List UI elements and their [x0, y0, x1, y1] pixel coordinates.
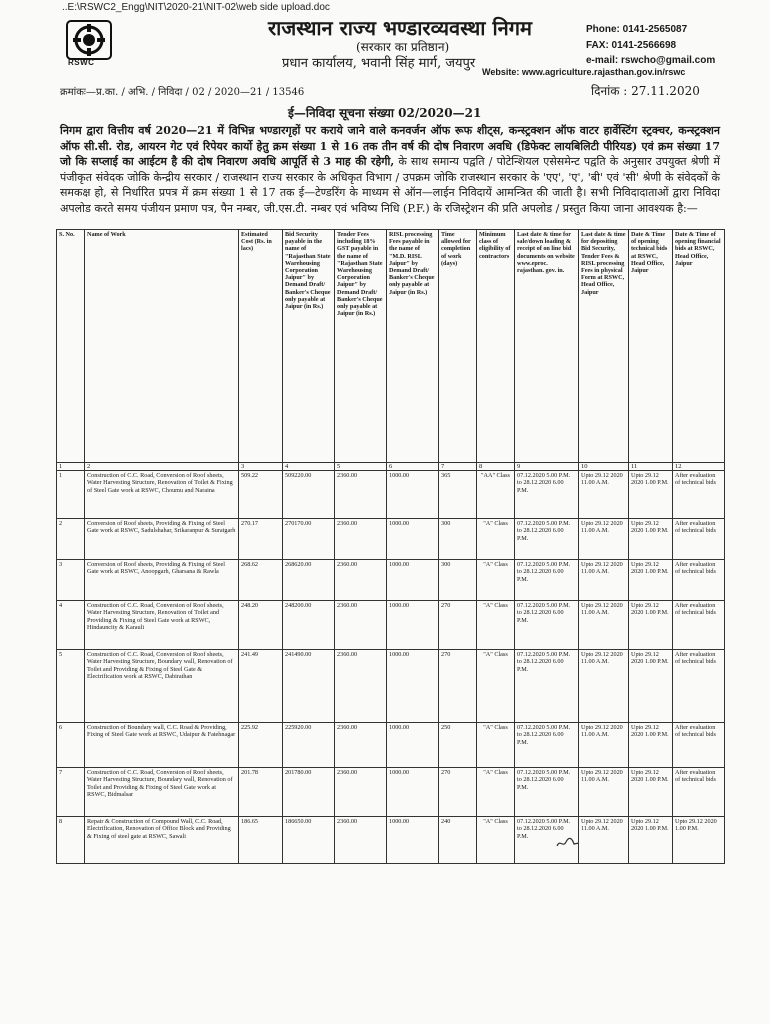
- column-index: 8: [477, 463, 515, 471]
- cell-last-date-online: 07.12.2020 5.00 P.M. to 28.12.2020 6.00 P.M.: [515, 768, 579, 817]
- cell-bid-security: 186650.00: [283, 817, 335, 864]
- signature-mark-icon: [556, 836, 580, 850]
- organization-subtitle: (सरकार का प्रतिष्ठान): [356, 40, 450, 54]
- cell-tender-fees: 2360.00: [335, 601, 387, 650]
- cell-risl-fees: 1000.00: [387, 471, 439, 519]
- cell-tender-fees: 2360.00: [335, 723, 387, 768]
- file-path: ..E:\RSWC2_Engg\NIT\2020-21\NIT-02\web side upload.doc: [62, 2, 330, 13]
- cell-financial-opening: Upto 29.12 2020 1.00 P.M.: [673, 817, 725, 864]
- column-index: 3: [239, 463, 283, 471]
- cell-bid-security: 509220.00: [283, 471, 335, 519]
- header-class: Minimum class of eligibility of contractors: [477, 230, 515, 463]
- column-index: 9: [515, 463, 579, 471]
- cell-last-date-physical: Upto 29.12 2020 11.00 A.M.: [579, 817, 629, 864]
- cell-time-allowed: 300: [439, 519, 477, 560]
- cell-serial: 1: [57, 471, 85, 519]
- column-index: 4: [283, 463, 335, 471]
- cell-technical-opening: Upto 29.12 2020 1.00 P.M.: [629, 560, 673, 601]
- phone-number: Phone: 0141-2565087: [586, 24, 688, 35]
- header-time-allowed: Time allowed for completion of work (days): [439, 230, 477, 463]
- column-index: 10: [579, 463, 629, 471]
- cell-last-date-online: 07.12.2020 5.00 P.M. to 28.12.2020 6.00 P.M.: [515, 601, 579, 650]
- website-address: Website: www.agriculture.rajasthan.gov.in/rswc: [482, 67, 686, 77]
- rswc-logo-icon: [66, 20, 112, 62]
- cell-name-of-work: Construction of C.C. Road, Conversion of Roof sheets, Water Harvesting Structure, Renovation of Toilet and Providing & Fixing of Steel Gate work at RSWC, Hindauncity & Karauli: [85, 601, 239, 650]
- header-name-of-work: Name of Work: [85, 230, 239, 463]
- cell-last-date-physical: Upto 29.12 2020 11.00 A.M.: [579, 560, 629, 601]
- table-row: [57, 650, 725, 723]
- column-index: 7: [439, 463, 477, 471]
- cell-name-of-work: Construction of C.C. Road, Conversion of Roof sheets, Water Harvesting Structure, Boundary wall, Renovation of Toilet and Providing & Fixing of Steel Gate work at RSWC, Bidmalsar: [85, 768, 239, 817]
- cell-financial-opening: After evaluation of technical bids: [673, 471, 725, 519]
- email-address: e-mail: rswcho@gmail.com: [586, 55, 716, 66]
- notice-title: ई—निविदा सूचना संख्या 02/2020—21: [288, 106, 482, 120]
- cell-tender-fees: 2360.00: [335, 560, 387, 601]
- cell-tender-fees: 2360.00: [335, 650, 387, 723]
- header-bid-security: Bid Security payable in the name of "Rajasthan State Warehousing Corporation Jaipur" by Demand Draft/ Banker's Cheque only payable at Jaipur (in Rs.): [283, 230, 335, 463]
- cell-last-date-online: 07.12.2020 5.00 P.M. to 28.12.2020 6.00 P.M.: [515, 519, 579, 560]
- cell-last-date-physical: Upto 29.12 2020 11.00 A.M.: [579, 650, 629, 723]
- table-row: [57, 471, 725, 519]
- cell-class: "A" Class: [477, 817, 515, 864]
- cell-serial: 8: [57, 817, 85, 864]
- cell-last-date-online: 07.12.2020 5.00 P.M. to 28.12.2020 6.00 P.M.: [515, 560, 579, 601]
- column-index: 2: [85, 463, 239, 471]
- header-risl-fees: RISL processing Fees payable in the name of "M.D. RISL Jaipur" by Demand Draft/ Banker's Cheque only payable at Jaipur (in Rs.): [387, 230, 439, 463]
- cell-risl-fees: 1000.00: [387, 560, 439, 601]
- cell-estimated-cost: 248.20: [239, 601, 283, 650]
- cell-tender-fees: 2360.00: [335, 519, 387, 560]
- cell-bid-security: 201780.00: [283, 768, 335, 817]
- cell-time-allowed: 365: [439, 471, 477, 519]
- cell-last-date-online: 07.12.2020 5.00 P.M. to 28.12.2020 6.00 P.M.: [515, 723, 579, 768]
- cell-bid-security: 225920.00: [283, 723, 335, 768]
- cell-financial-opening: After evaluation of technical bids: [673, 768, 725, 817]
- cell-technical-opening: Upto 29.12 2020 1.00 P.M.: [629, 601, 673, 650]
- cell-tender-fees: 2360.00: [335, 768, 387, 817]
- cell-financial-opening: After evaluation of technical bids: [673, 650, 725, 723]
- fax-number: FAX: 0141-2566698: [586, 40, 677, 51]
- cell-technical-opening: Upto 29.12 2020 1.00 P.M.: [629, 471, 673, 519]
- cell-risl-fees: 1000.00: [387, 817, 439, 864]
- cell-technical-opening: Upto 29.12 2020 1.00 P.M.: [629, 768, 673, 817]
- cell-time-allowed: 270: [439, 768, 477, 817]
- cell-last-date-physical: Upto 29.12 2020 11.00 A.M.: [579, 723, 629, 768]
- cell-time-allowed: 300: [439, 560, 477, 601]
- cell-last-date-physical: Upto 29.12 2020 11.00 A.M.: [579, 519, 629, 560]
- cell-class: "A" Class: [477, 768, 515, 817]
- notice-paragraph-rest: के साथ समान्य पद्वति / पोटेन्शियल एसेसमेन्ट पद्वति के अनुसार उपयुक्त श्रेणी में पंजीकृत संवेदक जोकि केन्द्रीय सरकार / राजस्थान राज्य सरकार के अधिकृत विभाग / उपक्रम जोकि राजस्थान सरकार के 'एए', 'ए', 'बी' एवं 'सी' श्रेणी के संवेदकों के समकक्ष हो, से निर्धारित प्रपत्र में क्रम संख्या 1 से 17 तक ई—टेण्डरिंग के माध्यम से ऑन—लाईन निविदायें आमन्त्रित की जाती है। सभी निविदादाताओं द्वारा निविदा अपलोड करते समय पंजीयन प्रमाण पत्र, पैन नम्बर, जी.एस.टी. नम्बर एवं भविष्य निधि (P.F.) के रजिस्ट्रेशन की प्रति अपलोड / प्रस्तुत किया जाना आवश्यक है:—: [60, 155, 720, 215]
- cell-class: "A" Class: [477, 723, 515, 768]
- table-row: [57, 519, 725, 560]
- cell-last-date-online: 07.12.2020 5.00 P.M. to 28.12.2020 6.00 P.M.: [515, 471, 579, 519]
- reference-number: क्रमांकः—प्र.का. / अभि. / निविदा / 02 / 2020—21 / 13546: [60, 87, 305, 98]
- cell-serial: 3: [57, 560, 85, 601]
- cell-time-allowed: 250: [439, 723, 477, 768]
- header-financial-opening: Date & Time of opening financial bids at RSWC, Head Office, Jaipur: [673, 230, 725, 463]
- cell-risl-fees: 1000.00: [387, 650, 439, 723]
- cell-last-date-physical: Upto 29.12 2020 11.00 A.M.: [579, 601, 629, 650]
- cell-technical-opening: Upto 29.12 2020 1.00 P.M.: [629, 817, 673, 864]
- cell-financial-opening: After evaluation of technical bids: [673, 723, 725, 768]
- tender-table: [56, 229, 725, 864]
- cell-last-date-physical: Upto 29.12 2020 11.00 A.M.: [579, 768, 629, 817]
- cell-bid-security: 241490.00: [283, 650, 335, 723]
- cell-serial: 6: [57, 723, 85, 768]
- cell-name-of-work: Repair & Construction of Compound Wall, C.C. Road, Electrification, Renovation of Office Block and Providing & Fixing of steel gate at RSWC, Sawali: [85, 817, 239, 864]
- cell-serial: 5: [57, 650, 85, 723]
- tender-table-container: [56, 229, 724, 864]
- cell-risl-fees: 1000.00: [387, 768, 439, 817]
- cell-risl-fees: 1000.00: [387, 519, 439, 560]
- cell-bid-security: 268620.00: [283, 560, 335, 601]
- cell-tender-fees: 2360.00: [335, 471, 387, 519]
- cell-bid-security: 248200.00: [283, 601, 335, 650]
- cell-last-date-physical: Upto 29.12 2020 11.00 A.M.: [579, 471, 629, 519]
- cell-class: "A" Class: [477, 519, 515, 560]
- cell-estimated-cost: 225.92: [239, 723, 283, 768]
- cell-class: "A" Class: [477, 560, 515, 601]
- header-last-date-physical: Last date & time for depositing Bid Security, Tender Fees & RISL processing Fees in physical Form at RSWC, Head Office, Jaipur: [579, 230, 629, 463]
- cell-technical-opening: Upto 29.12 2020 1.00 P.M.: [629, 650, 673, 723]
- notice-paragraph: [60, 123, 720, 216]
- column-index: 1: [57, 463, 85, 471]
- cell-serial: 2: [57, 519, 85, 560]
- table-row: [57, 723, 725, 768]
- cell-estimated-cost: 270.17: [239, 519, 283, 560]
- notice-paragraph-bold: निगम द्वारा वित्तीय वर्ष 2020—21 में विभिन्न भण्डारगृहों पर कराये जाने वाले कनवर्जन ऑफ रूफ शीट्स, कन्स्ट्रक्शन ऑफ वाटर हार्वेस्टिंग स्ट्रक्चर, कन्स्ट्रक्शन ऑफ सी.सी. रोड, आयरन गेट एवं रिपेयर कार्यो हेतु क्रम संख्या 1 से 16 तक तीन वर्ष की दोष निवारण अवधि (डिफेक्ट लायबिलिटी पीरियड) एवं क्रम संख्या 17 जो कि सप्लाई का आईटम है की दोष निवारण अवधि आपूर्ति से 3 माह की रहेगी,: [60, 124, 720, 168]
- header-estimated-cost: Estimated Cost (Rs. in lacs): [239, 230, 283, 463]
- cell-name-of-work: Construction of Boundary wall, C.C. Road & Providing, Fixing of Steel Gate work at RSWC, Udaipur & Fatehnagar: [85, 723, 239, 768]
- cell-estimated-cost: 509.22: [239, 471, 283, 519]
- cell-financial-opening: After evaluation of technical bids: [673, 560, 725, 601]
- header-tender-fees: Tender Fees including 18% GST payable in the name of "Rajasthan State Warehousing Corporation Jaipur" by Demand Draft/ Banker's Cheque only payable at Jaipur (in Rs.): [335, 230, 387, 463]
- cell-last-date-online: 07.12.2020 5.00 P.M. to 28.12.2020 6.00 P.M.: [515, 650, 579, 723]
- cell-bid-security: 270170.00: [283, 519, 335, 560]
- cell-name-of-work: Conversion of Roof sheets, Providing & Fixing of Steel Gate work at RSWC, Anoopgarh, Gharsana & Rawla: [85, 560, 239, 601]
- cell-estimated-cost: 268.62: [239, 560, 283, 601]
- column-index: 12: [673, 463, 725, 471]
- cell-class: "A" Class: [477, 650, 515, 723]
- cell-estimated-cost: 241.49: [239, 650, 283, 723]
- column-index-row: [57, 463, 725, 471]
- cell-serial: 4: [57, 601, 85, 650]
- cell-technical-opening: Upto 29.12 2020 1.00 P.M.: [629, 723, 673, 768]
- table-row: [57, 560, 725, 601]
- cell-risl-fees: 1000.00: [387, 601, 439, 650]
- cell-estimated-cost: 201.78: [239, 768, 283, 817]
- column-index: 5: [335, 463, 387, 471]
- cell-risl-fees: 1000.00: [387, 723, 439, 768]
- cell-name-of-work: Conversion of Roof sheets, Providing & Fixing of Steel Gate work at RSWC, Sadulshahar, Srikaranpur & Suratgarh: [85, 519, 239, 560]
- notice-date: दिनांक : 27.11.2020: [591, 84, 700, 98]
- cell-estimated-cost: 186.65: [239, 817, 283, 864]
- organization-address: प्रधान कार्यालय, भवानी सिंह मार्ग, जयपुर: [282, 56, 476, 71]
- cell-time-allowed: 270: [439, 650, 477, 723]
- cell-name-of-work: Construction of C.C. Road, Conversion of Roof sheets, Water Harvesting Structure, Boundary wall, Renovation of Toilet and Providing & Fixing of Steel Gate & Electrification work at RSWC, Dabirathan: [85, 650, 239, 723]
- cell-time-allowed: 270: [439, 601, 477, 650]
- cell-serial: 7: [57, 768, 85, 817]
- cell-class: "AA" Class: [477, 471, 515, 519]
- cell-class: "A" Class: [477, 601, 515, 650]
- header-last-date-online: Last date & time for sale/down loading & receipt of on line bid documents on website www.eproc. rajasthan. gov. in.: [515, 230, 579, 463]
- header-technical-opening: Date & Time of opening technical bids at RSWC, Head Office, Jaipur: [629, 230, 673, 463]
- column-index: 11: [629, 463, 673, 471]
- cell-last-date-online: 07.12.2020 5.00 P.M. to 28.12.2020 6.00 P.M.: [515, 817, 579, 864]
- table-row: [57, 601, 725, 650]
- table-row: [57, 817, 725, 864]
- cell-time-allowed: 240: [439, 817, 477, 864]
- table-row: [57, 768, 725, 817]
- organization-title: राजस्थान राज्य भण्डारव्यवस्था निगम: [268, 16, 532, 40]
- logo-text: RSWC: [68, 58, 95, 67]
- column-index: 6: [387, 463, 439, 471]
- cell-name-of-work: Construction of C.C. Road, Conversion of Roof sheets, Water Harvesting Structure, Renovation of Toilet & Fixing of Steel Gate work at RSWC, Choumu and Naraina: [85, 471, 239, 519]
- cell-tender-fees: 2360.00: [335, 817, 387, 864]
- cell-financial-opening: After evaluation of technical bids: [673, 519, 725, 560]
- header-serial: S. No.: [57, 230, 85, 463]
- cell-financial-opening: After evaluation of technical bids: [673, 601, 725, 650]
- table-header-row: [57, 230, 725, 463]
- cell-technical-opening: Upto 29.12 2020 1.00 P.M.: [629, 519, 673, 560]
